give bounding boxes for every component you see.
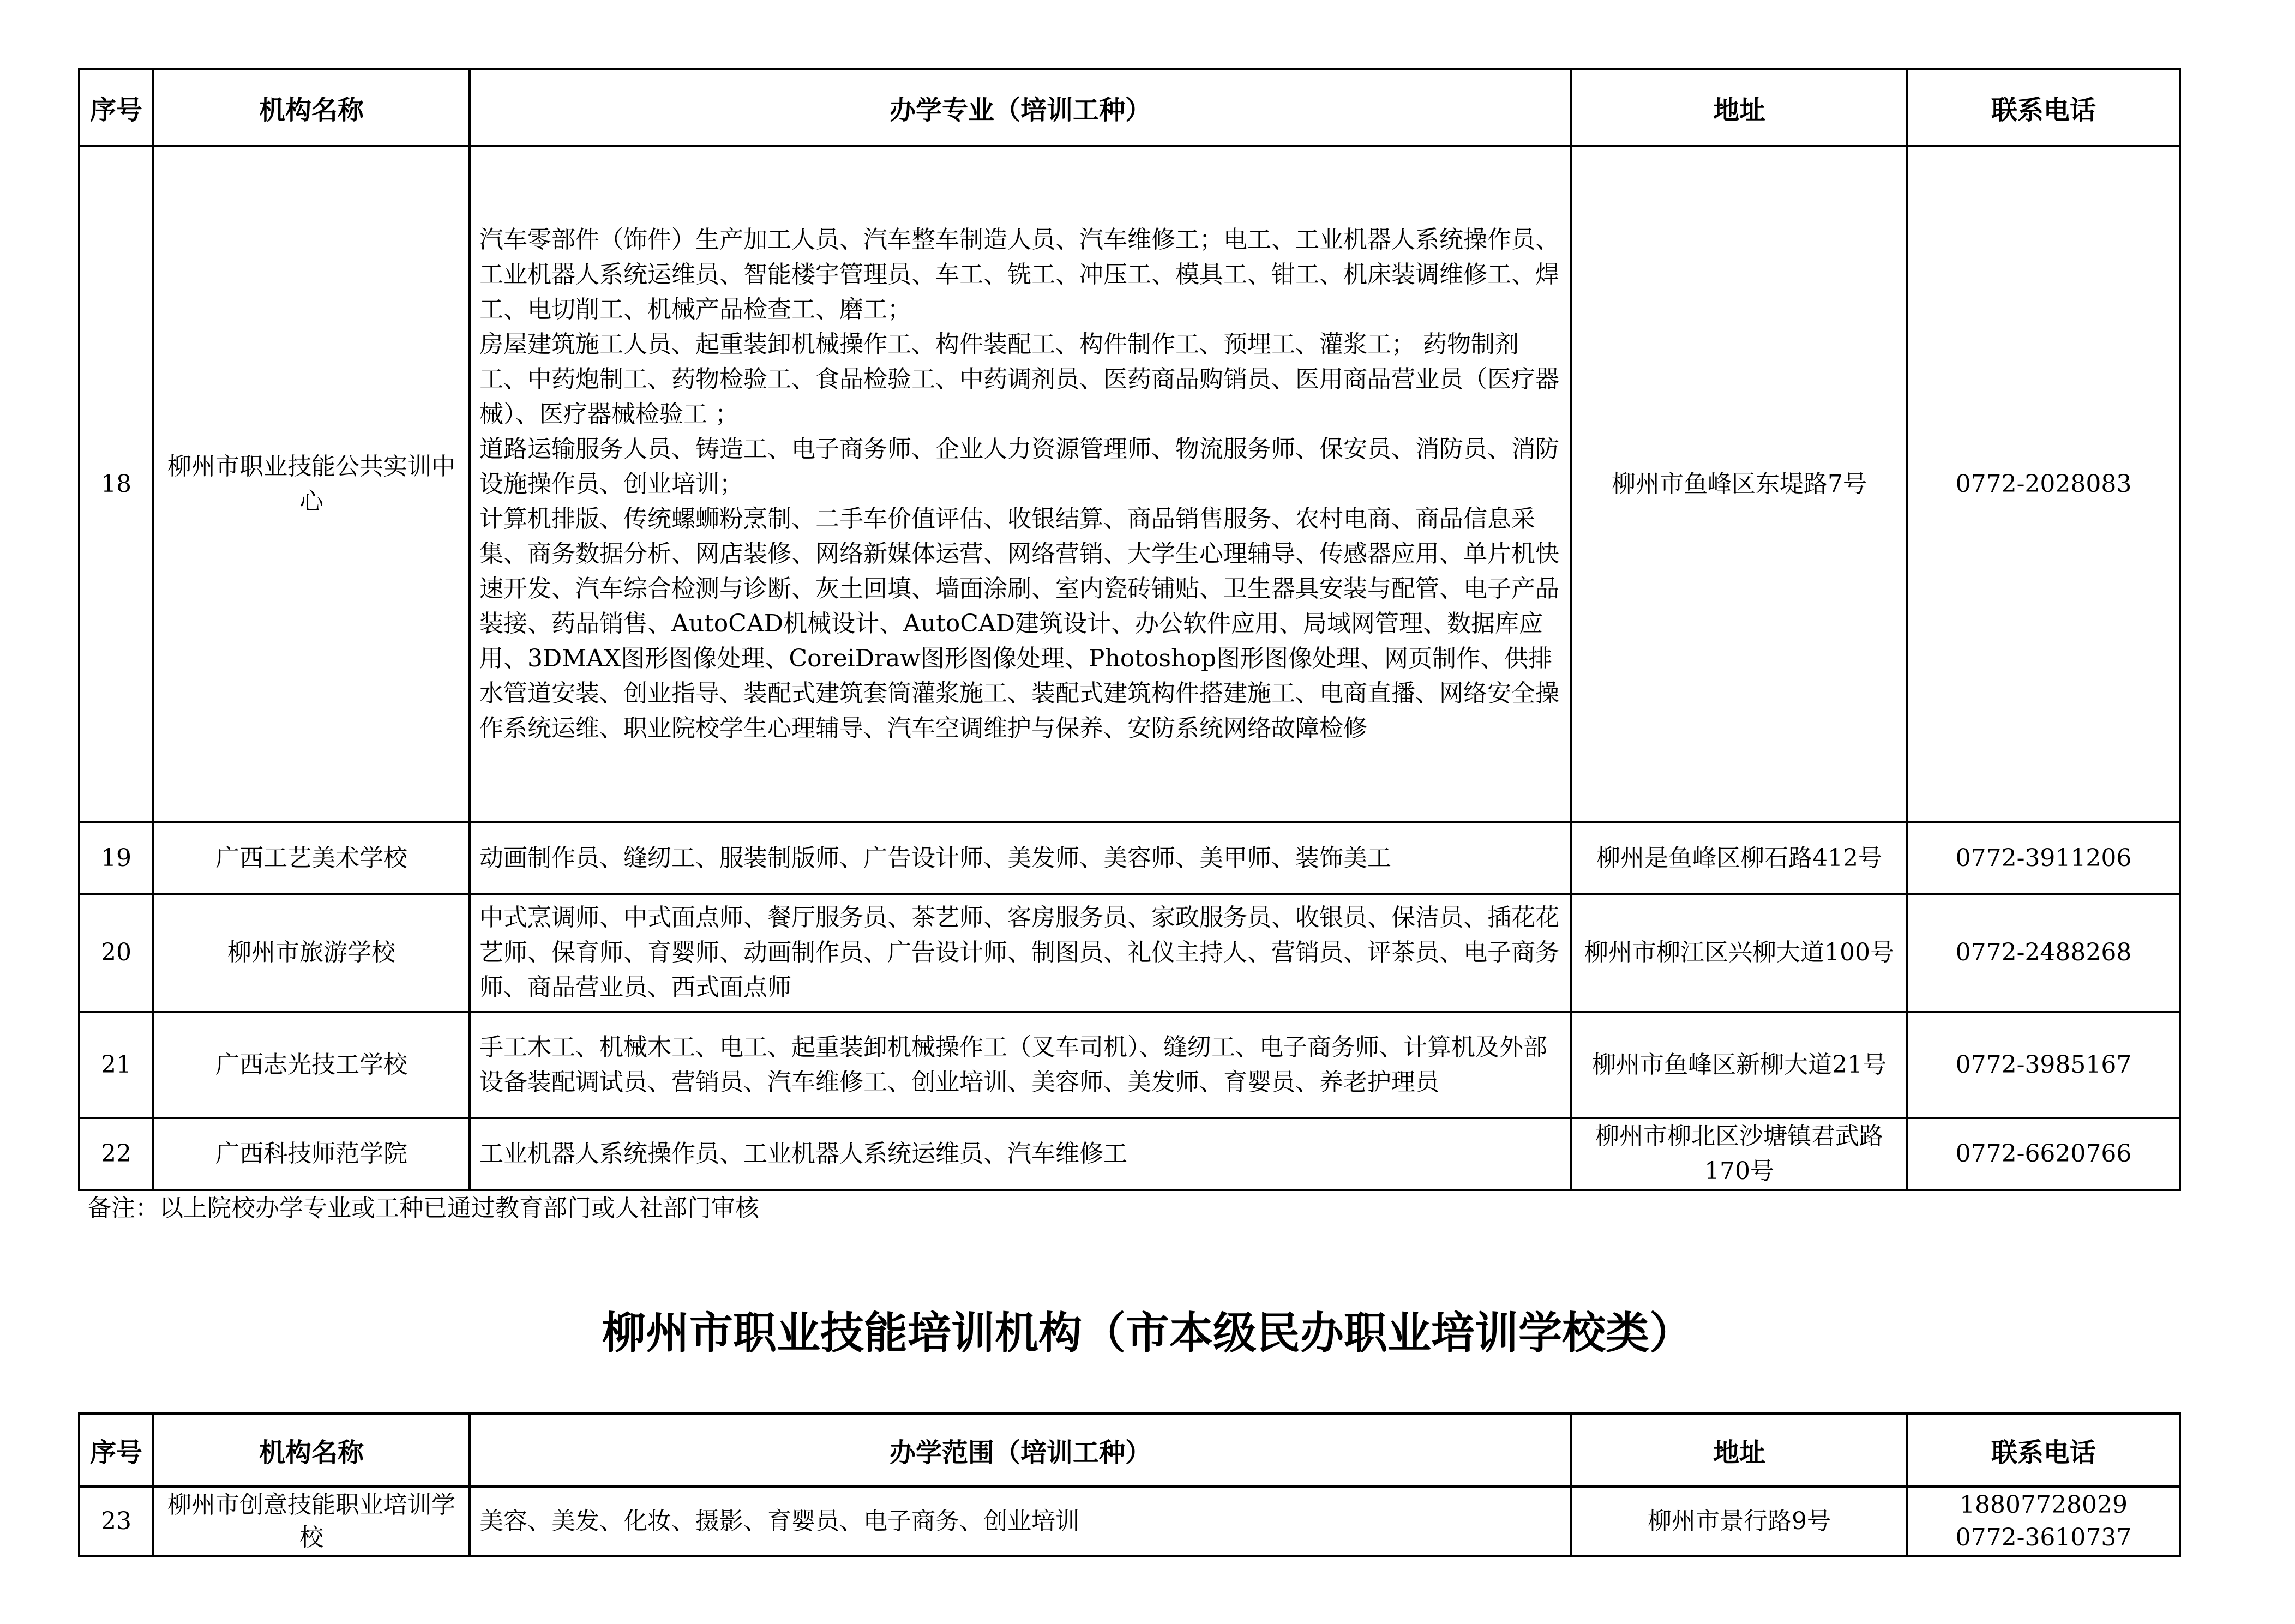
header-name: 机构名称 — [153, 69, 470, 146]
header-name: 机构名称 — [153, 1414, 470, 1487]
cell-no: 22 — [79, 1118, 153, 1190]
cell-major: 美容、美发、化妆、摄影、育婴员、电子商务、创业培训 — [470, 1487, 1571, 1556]
cell-no: 23 — [79, 1487, 153, 1556]
cell-phone: 0772-2028083 — [1907, 146, 2180, 822]
cell-phone: 0772-3985167 — [1907, 1012, 2180, 1118]
cell-name: 广西工艺美术学校 — [153, 822, 470, 894]
table-row — [79, 1118, 2180, 1190]
cell-major: 中式烹调师、中式面点师、餐厅服务员、茶艺师、客房服务员、家政服务员、收银员、保洁员、插花花艺师、保育师、育婴师、动画制作员、广告设计师、制图员、礼仪主持人、营销员、评茶员、电子商务师、商品营业员、西式面点师 — [470, 894, 1571, 1012]
header-address: 地址 — [1571, 1414, 1907, 1487]
cell-major: 手工木工、机械木工、电工、起重装卸机械操作工（叉车司机）、缝纫工、电子商务师、计算机及外部设备装配调试员、营销员、汽车维修工、创业培训、美容师、美发师、育婴员、养老护理员 — [470, 1012, 1571, 1118]
cell-no: 19 — [79, 822, 153, 894]
table-row — [79, 822, 2180, 894]
cell-name: 柳州市职业技能公共实训中心 — [153, 146, 470, 822]
private-school-table — [78, 1412, 2181, 1557]
cell-no: 20 — [79, 894, 153, 1012]
institution-table — [78, 68, 2181, 1191]
cell-major: 动画制作员、缝纫工、服装制版师、广告设计师、美发师、美容师、美甲师、装饰美工 — [470, 822, 1571, 894]
section-title: 柳州市职业技能培训机构（市本级民办职业培训学校类） — [602, 1308, 1693, 1358]
cell-phone: 0772-3911206 — [1907, 822, 2180, 894]
header-address: 地址 — [1571, 69, 1907, 146]
cell-name: 柳州市旅游学校 — [153, 894, 470, 1012]
header-phone: 联系电话 — [1907, 1414, 2180, 1487]
phone-landline: 0772-3610737 — [1955, 1524, 2132, 1551]
header-phone: 联系电话 — [1907, 69, 2180, 146]
cell-major: 工业机器人系统操作员、工业机器人系统运维员、汽车维修工 — [470, 1118, 1571, 1190]
cell-phone: 0772-2488268 — [1907, 894, 2180, 1012]
cell-address: 柳州市鱼峰区新柳大道21号 — [1571, 1012, 1907, 1118]
table-row — [79, 1487, 2180, 1556]
cell-address: 柳州市鱼峰区东堤路7号 — [1571, 146, 1907, 822]
cell-address: 柳州市柳北区沙塘镇君武路170号 — [1571, 1118, 1907, 1190]
table-header-row — [79, 69, 2180, 146]
table-row — [79, 1012, 2180, 1118]
header-major: 办学专业（培训工种） — [470, 69, 1571, 146]
phone-mobile: 18807728029 — [1960, 1491, 2128, 1519]
cell-phone — [1907, 1487, 2180, 1556]
header-major: 办学范围（培训工种） — [470, 1414, 1571, 1487]
cell-address: 柳州是鱼峰区柳石路412号 — [1571, 822, 1907, 894]
remark-note: 备注：以上院校办学专业或工种已通过教育部门或人社部门审核 — [87, 1194, 759, 1222]
header-no: 序号 — [79, 69, 153, 146]
cell-name: 广西志光技工学校 — [153, 1012, 470, 1118]
cell-name: 广西科技师范学院 — [153, 1118, 470, 1190]
cell-address: 柳州市景行路9号 — [1571, 1487, 1907, 1556]
table-row — [79, 894, 2180, 1012]
header-no: 序号 — [79, 1414, 153, 1487]
table-header-row — [79, 1414, 2180, 1487]
cell-name: 柳州市创意技能职业培训学校 — [153, 1487, 470, 1556]
cell-no: 18 — [79, 146, 153, 822]
cell-address: 柳州市柳江区兴柳大道100号 — [1571, 894, 1907, 1012]
cell-phone: 0772-6620766 — [1907, 1118, 2180, 1190]
cell-no: 21 — [79, 1012, 153, 1118]
cell-major: 汽车零部件（饰件）生产加工人员、汽车整车制造人员、汽车维修工；电工、工业机器人系统操作员、工业机器人系统运维员、智能楼宇管理员、车工、铣工、冲压工、模具工、钳工、机床装调维修工、焊工、电切削工、机械产品检查工、磨工； 房屋建筑施工人员、起重装卸机械操作工、构件装配工、构件制作工、预埋工、灌浆工； 药物制剂工、中药炮制工、药物检验工、食品检验工、中药调剂员、医药商品购销员、医用商品营业员（医疗器械）、医疗器械检验工 ； 道路运输服务人员、铸造工、电子商务师、企业人力资源管理师、物流服务师、保安员、消防员、消防设施操作员、创业培训； 计算机排版、传统螺蛳粉烹制、二手车价值评估、收银结算、商品销售服务、农村电商、商品信息采集、商务数据分析、网店装修、网络新媒体运营、网络营销、大学生心理辅导、传感器应用、单片机快速开发、汽车综合检测与诊断、灰土回填、墙面涂刷、室内瓷砖铺贴、卫生器具安装与配管、电子产品装接、药品销售、AutoCAD机械设计、AutoCAD建筑设计、办公软件应用、局域网管理、数据库应用、3DMAX图形图像处理、CoreiDraw图形图像处理、Photoshop图形图像处理、网页制作、供排水管道安装、创业指导、装配式建筑套筒灌浆施工、装配式建筑构件搭建施工、电商直播、网络安全操作系统运维、职业院校学生心理辅导、汽车空调维护与保养、安防系统网络故障检修 — [470, 146, 1571, 822]
table-row — [79, 146, 2180, 822]
